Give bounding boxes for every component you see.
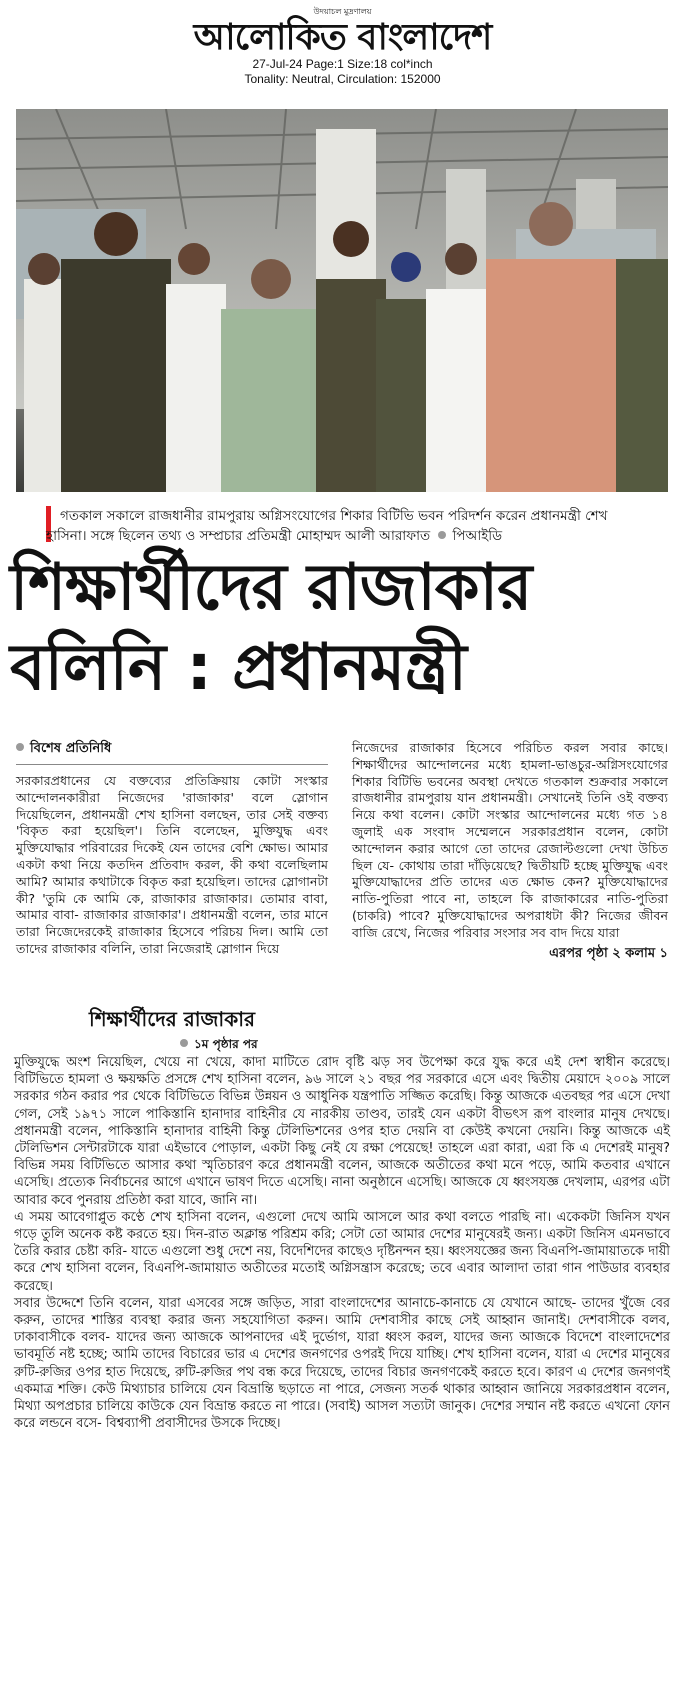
lead-column-right [352,740,668,965]
bullet-icon [16,743,24,751]
lead-column-left [16,740,328,958]
news-photo [16,109,668,492]
photo-illustration [16,109,668,492]
bullet-icon [438,531,446,539]
continuation-body [14,1054,670,1432]
clip-meta-line2: Tonality: Neutral, Circulation: 152000 [244,72,441,86]
lead-text-right: নিজেদের রাজাকার হিসেবে পরিচিত করল সবার কাছে। শিক্ষার্থীদের আন্দোলনের মধ্যে হামলা-ভাঙচুর-অগ্নিসংযোগের শিকার বিটিভি ভবনের অবস্থা দেখতে গতকাল শুক্রবার সকালে রাজধানীর রামপুরায় যান প্রধানমন্ত্রী। সেখানেই তিনি ওই বক্তব্য নিয়ে কথা বলেন। কোটা সংস্কার আন্দোলনের মধ্যে গত ১৪ জুলাই এক সংবাদ সম্মেলনে সরকারপ্রধান বলেন, কোটা আন্দোলন করার আগে তো তাদের রেজাল্টগুলো দেখা উচিত ছিল যে- কোথায় তারা দাঁড়িয়েছে? দ্বিতীয়টি হচ্ছে মুক্তিযুদ্ধ এবং মুক্তিযোদ্ধাদের প্রতি তাদের এত ক্ষোভ কেন? মুক্তিযোদ্ধাদের নাতি-পুতিরা পাবে না, তাহলে কি রাজাকারের নাতি-পুতিরা (চাকরি) পাবে? মুক্তিযোদ্ধাদের অপরাধটা কী? নিজের জীবন বাজি রেখে, নিজের পরিবার সংসার সব বাদ দিয়ে যারা [352,740,668,940]
photo-caption [46,506,652,546]
continuation-from [180,1036,258,1056]
body-paragraph: সবার উদ্দেশে তিনি বলেন, যারা এসবের সঙ্গে জড়িত, সারা বাংলাদেশের আনাচে-কানাচে যে যেখানে আছে- তাদের খুঁজে বের করুন, তাদের শাস্তির ব্যবস্থা করার জন্য সহযোগিতা করুন। আমি দেশবাসীর কাছে সেই আহ্বান জানাই। দেশবাসীকে বলব, ঢাকাবাসীকে বলব- যাদের জন্য আজকে আপনাদের এই দুর্ভোগ, যারা ধ্বংস করল, যাদের জন্য আজকে বিদেশে বাংলাদেশের ভাবমূর্তি নষ্ট হচ্ছে; আমি তাদের বিচারের ভার এ দেশের জনগণের ওপরই দিয়ে যাচ্ছি। শেখ হাসিনা বলেন, যারা এ দেশের মানুষের রুটি-রুজির ওপর হাত দিয়েছে, রুটি-রুজির পথ বন্ধ করে দিয়েছে, তাদের বিচার জনগণকেই করতে হবে। কারণ এ দেশের জনগণই একমাত্র শক্তি। কেউ মিথ্যাচার চালিয়ে যেন বিভ্রান্তি ছড়াতে না পারে, সেজন্য সতর্ক থাকার আহ্বান জানিয়ে সরকারপ্রধান বলেন, মিথ্যা অপপ্রচার চালিয়ে কাউকে যেন বিভ্রান্ত করতে না পারে। (সবাই) আসল সত্যটা জানুক। দেশের সম্মান নষ্ট করতে এখনো ফোন করে লন্ডনে বসে- বিশ্বব্যাপী প্রবাসীদের উসকে দিচ্ছে। [14,1295,670,1432]
masthead-tagline: উদয়াচল মুদ্রণালয় [313,7,372,16]
jump-line: এরপর পৃষ্ঠা ২ কলাম ১ [549,945,668,961]
continuation-from-text: ১ম পৃষ্ঠার পর [194,1037,258,1051]
clip-meta-line1: 27-Jul-24 Page:1 Size:18 col*inch [252,57,433,71]
masthead [0,0,685,87]
continuation-title: শিক্ষার্থীদের রাজাকার [88,1007,256,1031]
newspaper-logo: আলোকিত বাংলাদেশ [193,16,492,58]
headline [10,548,670,708]
body-paragraph: মুক্তিযুদ্ধে অংশ নিয়েছিল, খেয়ে না খেয়ে, কাদা মাটিতে রোদ বৃষ্টি ঝড় সব উপেক্ষা করে যুদ্ধ করে এই দেশ স্বাধীন করেছে। বিটিভিতে হামলা ও ক্ষয়ক্ষতি প্রসঙ্গে শেখ হাসিনা বলেন, ৯৬ সালে ২১ বছর পর সরকারে এসে এবং দ্বিতীয় মেয়াদে ২০০৯ সালে সরকার গঠন করার পর থেকে বিটিভিতে বিভিন্ন উন্নয়ন ও আধুনিক যন্ত্রপাতি সজ্জিত করেছি। কিন্তু আজকে এতবছর পর এসে দেখা গেল, সেই ১৯৭১ সালে পাকিস্তানি হানাদার বাহিনীর যে নারকীয় তাণ্ডব, তারই যেন একটা বীভৎস রূপ বাংলার মানুষ দেখছে। প্রধানমন্ত্রী বলেন, পাকিস্তানি হানাদার বাহিনী কিন্তু টেলিভিশনের ওপর হাত দেয়নি বা কেউই কখনো দেয়নি। কিন্তু আজকে এই টেলিভিশন সেন্টারটাকে যারা এইভাবে পোড়াল, একটা কিছু নেই যে রক্ষা পেয়েছে! তাহলে এরা কারা, এরা কি এ দেশেরই মানুষ? বিভিন্ন সময় বিটিভিতে আসার কথা স্মৃতিচারণ করে প্রধানমন্ত্রী বলেন, আজকে অতীতের কথা মনে পড়ে, আমি কতবার এখানে এসেছি। প্রত্যেক নির্বাচনের আগে এখানে ভাষণ দিতে এসেছি। নানা অনুষ্ঠানে এসেছি। আজকে যে ধ্বংসযজ্ঞ দেখলাম, এরপর এটা আবার কবে পুনরায় প্রতিষ্ঠা করা যাবে, জানি না। [14,1055,670,1208]
lead-text-left: সরকারপ্রধানের যে বক্তব্যের প্রতিক্রিয়ায় কোটা সংস্কার আন্দোলনকারীরা নিজেদের 'রাজাকার' বলে স্লোগান দিয়েছিলেন, প্রধানমন্ত্রী শেখ হাসিনা বলছেন, তার সেই বক্তব্য 'বিকৃত করা হয়েছিল'। তিনি বলেছেন, মুক্তিযুদ্ধ এবং মুক্তিযোদ্ধার পরিবারের দিকেই যেন তাদের বেশি ক্ষোভ। আমার একটা কথা নিয়ে কতদিন প্রতিবাদ করল, কী কথা বলেছিলাম আমি? আমার কথাটাকে বিকৃত করা হয়েছিল। তাদের স্লোগানটা কী? 'তুমি কে আমি কে, রাজাকার রাজাকার। তোমার বাবা, আমার বাবা- রাজাকার রাজাকার'। প্রধানমন্ত্রী বলেন, তার মানে তারা নিজেদেরকেই রাজাকার হিসেবে পরিচয় দিল। আমি তো তাদের রাজাকার বলিনি, তারা নিজেরাই স্লোগান দিয়ে [16,773,328,956]
body-paragraph: এ সময় আবেগাপ্লুত কণ্ঠে শেখ হাসিনা বলেন, এগুলো দেখে আমি আসলে আর কথা বলতে পারছি না। একেকটা জিনিস যখন গড়ে তুলি অনেক কষ্ট করতে হয়। দিন-রাত অক্লান্ত পরিশ্রম করি; সেটা তো আমার দেশের মানুষেরই জন্য। একটা জিনিস এমনভাবে তৈরি করার চেষ্টা করি- যাতে এগুলো শুধু দেশে নয়, বিদেশিদের কাছেও দৃষ্টিনন্দন হয়। ধ্বংসযজ্ঞের জন্য বিএনপি-জামায়াতকে দায়ী করে শেখ হাসিনা বলেন, বিএনপি-জামায়াত অতীতের মতোই অগ্নিসন্ত্রাস করেছে; তবে এবার আলাদা তারা গান পাউডার ব্যবহার করেছে। [14,1209,670,1294]
bullet-icon [180,1039,188,1047]
reporter-name: বিশেষ প্রতিনিধি [30,741,112,756]
reporter-byline [16,740,328,765]
caption-text: গতকাল সকালে রাজধানীর রামপুরায় অগ্নিসংযোগের শিকার বিটিভি ভবন পরিদর্শন করেন প্রধানমন্ত্রী শেখ হাসিনা। সঙ্গে ছিলেন তথ্য ও সম্প্রচার প্রতিমন্ত্রী মোহাম্মদ আলী আরাফাত [46,508,608,544]
headline-line2: বলিনি : প্রধানমন্ত্রী [10,631,466,705]
headline-line1: শিক্ষার্থীদের রাজাকার [10,551,532,625]
caption-credit: পিআইডি [452,528,503,544]
